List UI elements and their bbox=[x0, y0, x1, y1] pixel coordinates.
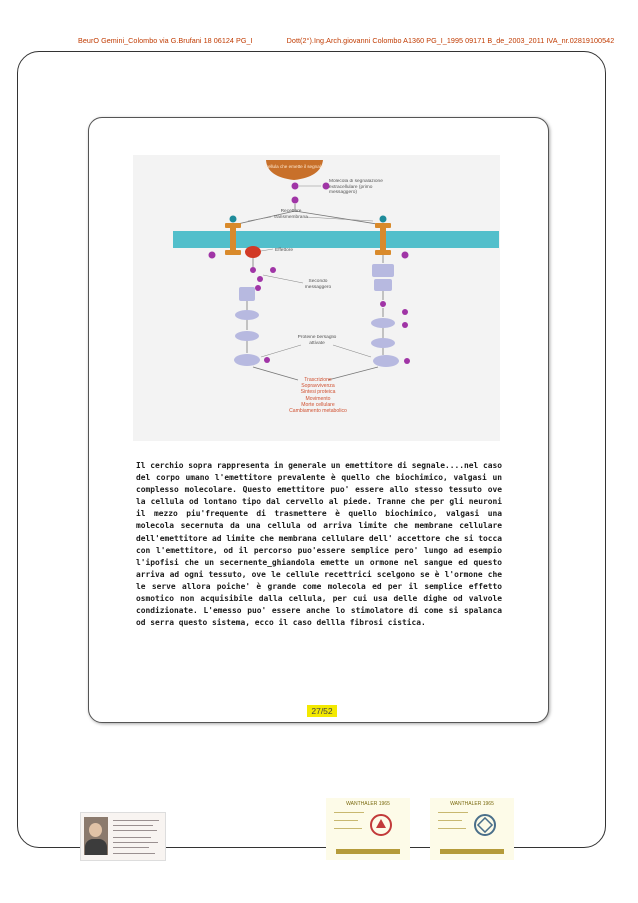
body-text: Il cerchio sopra rappresenta in generale un emettitore di segnale....nel caso del corpo umano l'emettitore prevalente è quello che biochimico, valgasi un complesso molecolare. Questo emettitore puo' essere allo stesso tessuto ove la cellula od lontano tipo dal cervello al piede. Tranne che per gli neuroni il mezzo piu'frequente di trasmettere è quello biochimico, valgasi una molecola secernuta da una cellula od arriva limite che membrane cellulare dell'emettitore ad limite che membrana cellulare dell' accettore che si tocca con l'emettitore, od il percorso puo'essere semplice pero' lungo ad esempio l'ipofisi che un secernente_ghiandola emette un ormone nel sangue ed questo arriva ad ogni tessuto, ove le cellule recettrici scelgono se è l'ormone che le serve allora poiche' è grande come molecola ed per il semplice effetto osmotico non acquisibile dalla cellula, per cui usa delle dighe od valvole condizionate. L'emesso puo' essere anche lo stimolatore di come si spalanca od serra questo sistema, ecco il caso dellla fibrosi cistica. bbox=[136, 461, 502, 628]
card-line bbox=[113, 837, 151, 838]
receptor-label-box bbox=[271, 209, 311, 223]
shirt-shape bbox=[85, 839, 107, 855]
card-line bbox=[113, 820, 159, 821]
leader-line bbox=[248, 217, 271, 221]
molecule bbox=[402, 322, 408, 328]
effector bbox=[245, 246, 261, 258]
page-number: 27/52 bbox=[307, 705, 337, 717]
adapter-protein bbox=[374, 279, 392, 291]
business-card-photo bbox=[80, 812, 166, 861]
protein bbox=[235, 310, 259, 320]
leader-line bbox=[306, 217, 373, 221]
second-messenger bbox=[250, 267, 256, 273]
signal-molecule bbox=[292, 197, 299, 204]
seal-emblem-icon bbox=[368, 810, 394, 840]
second-messenger bbox=[257, 276, 263, 282]
leader-line bbox=[261, 249, 273, 251]
seal-emblem-icon bbox=[472, 810, 498, 840]
bound-ligand bbox=[380, 216, 387, 223]
protein bbox=[235, 331, 259, 341]
receptor-right-bottom bbox=[375, 250, 391, 255]
outcome-item: Cambiamento metabolico bbox=[289, 408, 347, 415]
signaling-diagram bbox=[133, 155, 500, 441]
kinase-block bbox=[239, 287, 255, 301]
outcome-item: Trascrizione bbox=[304, 377, 332, 383]
face-shape bbox=[89, 823, 102, 837]
outcomes-list bbox=[268, 377, 368, 414]
leader-line bbox=[263, 275, 303, 283]
card-line bbox=[113, 847, 149, 848]
protein bbox=[234, 354, 260, 366]
cell-membrane bbox=[173, 231, 499, 248]
emitting-cell-label: Cellula che emette il segnale bbox=[264, 164, 324, 169]
signal-molecule bbox=[292, 183, 299, 190]
seal-stamp bbox=[326, 798, 410, 860]
signal-molecule bbox=[209, 252, 216, 259]
stamp-title: WANTHALER 1965 bbox=[450, 801, 494, 807]
second-messenger-label: Secondo messaggero bbox=[304, 279, 332, 290]
stamp-bar bbox=[440, 849, 504, 854]
protein bbox=[371, 338, 395, 348]
outcome-item: Movimento bbox=[305, 395, 331, 402]
card-line bbox=[113, 830, 157, 831]
target-label-box bbox=[297, 335, 337, 355]
outcome-item: Morte cellulare bbox=[301, 401, 335, 408]
page-header bbox=[78, 36, 615, 45]
target-label: Proteine bersaglio attivate bbox=[297, 335, 337, 346]
stamp-line bbox=[334, 820, 358, 821]
protein bbox=[373, 355, 399, 367]
card-line bbox=[113, 842, 158, 843]
signal-label: Molecola di segnalazione extracellulare (primo messaggero) bbox=[329, 179, 383, 196]
molecule bbox=[404, 358, 410, 364]
outcome-item: Sopravvivenza bbox=[301, 383, 335, 390]
protein bbox=[371, 318, 395, 328]
stamp-bar bbox=[336, 849, 400, 854]
header-right: Dott(2°).Ing.Arch.giovanni Colombo A1360 PG_I_1995 09171 B_de_2003_2011 IVA_nr.02819100542 bbox=[286, 36, 615, 45]
receptor-left-stem bbox=[230, 227, 236, 251]
stamp-line bbox=[334, 828, 362, 829]
stamp-line bbox=[438, 812, 468, 813]
signaling-diagram-svg bbox=[133, 155, 500, 441]
molecule bbox=[255, 285, 261, 291]
signal-label-box bbox=[329, 179, 391, 205]
header-left: BeurO Gemini_Colombo via G.Brufani 18 06124 PG_I bbox=[78, 36, 253, 45]
outcomes-box bbox=[268, 377, 368, 423]
emitting-cell bbox=[266, 160, 323, 180]
portrait-photo bbox=[84, 817, 108, 855]
stamp-line bbox=[438, 828, 466, 829]
outcome-item: Sintesi proteica bbox=[300, 389, 336, 396]
receptor-right-stem bbox=[380, 227, 386, 251]
stamp-line bbox=[334, 812, 364, 813]
leader-line bbox=[333, 345, 371, 357]
second-messenger-label-box bbox=[298, 279, 338, 293]
receptor-left-bottom bbox=[225, 250, 241, 255]
leader-line bbox=[261, 345, 301, 357]
second-messenger bbox=[270, 267, 276, 273]
molecule bbox=[402, 309, 408, 315]
card-line bbox=[113, 853, 155, 854]
receptor-label: Recettore transmembrana bbox=[274, 209, 308, 220]
card-line bbox=[113, 825, 153, 826]
seal-stamp bbox=[430, 798, 514, 860]
signal-molecule bbox=[402, 252, 409, 259]
stamp-line bbox=[438, 820, 462, 821]
molecule bbox=[264, 357, 270, 363]
bound-ligand bbox=[230, 216, 237, 223]
adapter-protein bbox=[372, 264, 394, 277]
effector-label: Effettore bbox=[275, 248, 294, 253]
stamp-title: WANTHALER 1965 bbox=[346, 801, 390, 807]
molecule bbox=[380, 301, 386, 307]
